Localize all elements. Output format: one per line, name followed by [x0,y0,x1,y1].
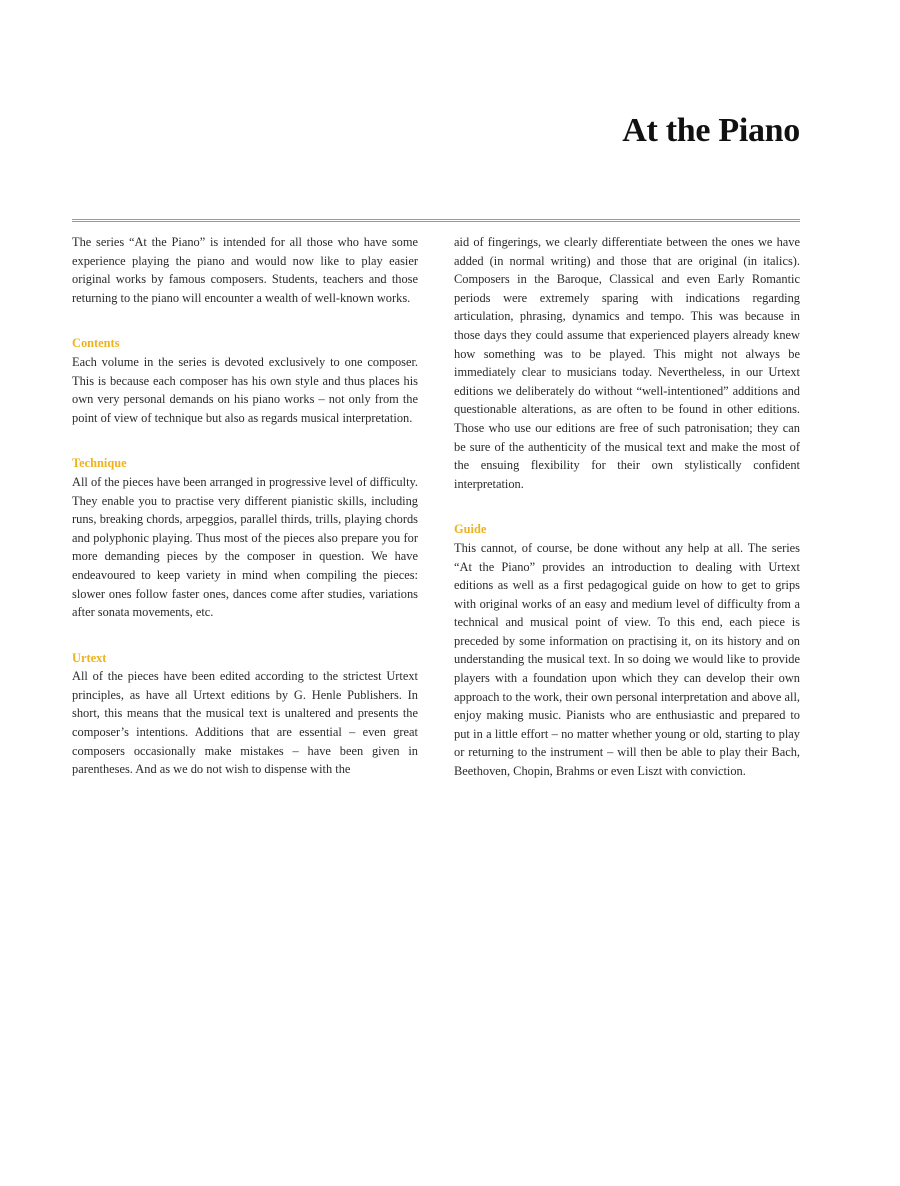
urtext-heading: Urtext [72,650,107,665]
page-title: At the Piano [622,112,800,149]
title-divider [72,219,800,222]
guide-paragraph: This cannot, of course, be done without any help at all. The series “At the Piano” provides an introduction to dealing with Urtext editions as well as a first pedagogical guide on how to get to grips with original works of an easy and medium level of difficulty from a technical and musical point of view. To this end, each piece is preceded by some information on practising it, on its history and on understanding the musical text. In so doing we would like to provide players with a foundation upon which they can develop their own approach to the work, their own personal interpretation and above all, enjoy making music. Pianists who are enthusiastic and prepared to put in a little effort – no matter whether young or old, starting to play or returning to the instrument – will then be able to play their Bach, Beethoven, Chopin, Brahms or even Liszt with conviction. [454,540,800,779]
right-column [454,233,800,781]
guide-heading: Guide [454,522,487,537]
contents-paragraph: Each volume in the series is devoted exclusively to one composer. This is because each composer has his own style and thus places his own very personal demands on his piano works – not only from the point of view of technique but also as regards musical interpretation. [72,354,418,425]
intro-paragraph: The series “At the Piano” is intended for all those who have some experience playing the piano and would now like to play easier original works by famous composers. Students, teachers and those returning to the piano will encounter a wealth of well-known works. [72,235,418,305]
contents-heading: Contents [72,336,120,351]
technique-paragraph: All of the pieces have been arranged in progressive level of difficulty. They enable you to practise very different pianistic skills, including runs, breaking chords, arpeggios, parallel thirds, trills, playing chords and polyphonic playing. Thus most of the pieces also prepare you for more demanding pieces by the composer in question. We have endeavoured to keep variety in mind when compiling the pieces: slower ones follow faster ones, dances come after studies, variations after sonata movements, etc. [72,474,418,620]
urtext-continuation-paragraph: aid of fingerings, we clearly differentiate between the ones we have added (in normal writing) and those that are original (in italics). Composers in the Baroque, Classical and even Early Romantic periods were extremely sparing with indications regarding articulation, phrasing, dynamics and tempo. This was because in those days they could assume that experienced players already knew how something was to be played. This might not always be immediately clear to musicians today. Nevertheless, in our Urtext editions we deliberately do without “well-intentioned” additions and questionable alterations, as are often to be found in other editions. Those who use our editions are free of such patronisation; they can be sure of the authenticity of the musical text and make the most of the ensuing flexibility for their own stylistically confident interpretation. [454,235,800,491]
left-column [72,233,418,779]
urtext-paragraph: All of the pieces have been edited according to the strictest Urtext principles, as have all Urtext editions by G. Henle Publishers. In short, this means that the musical text is unaltered and presents the composer’s intentions. Additions that are essential – even great composers occasionally make mistakes – have been given in parentheses. And as we do not wish to dispense with the [72,669,418,777]
technique-heading: Technique [72,456,127,471]
